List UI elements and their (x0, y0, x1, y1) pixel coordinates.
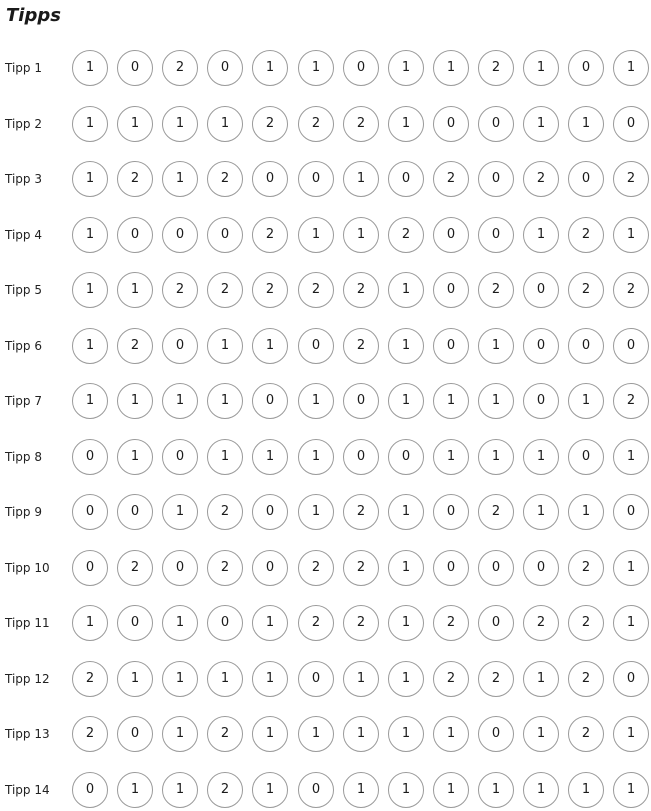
tipp-pick-circle[interactable]: 0 (162, 439, 198, 475)
tipp-pick-circle[interactable]: 2 (343, 328, 379, 364)
tipp-pick-circle[interactable]: 1 (388, 50, 424, 86)
tipp-pick-circle[interactable]: 0 (388, 161, 424, 197)
tipp-row-label: Tipp 8 (5, 450, 42, 464)
tipp-pick-circle[interactable]: 1 (207, 439, 243, 475)
tipp-row (0, 550, 651, 586)
tipp-pick-circle[interactable]: 1 (523, 661, 559, 697)
tipp-pick-circle[interactable]: 1 (252, 439, 288, 475)
tipp-pick-circle[interactable]: 1 (252, 50, 288, 86)
tipp-pick-circle[interactable]: 0 (298, 661, 334, 697)
tipp-row-label: Tipp 11 (5, 616, 50, 630)
tipp-pick-circle[interactable]: 0 (523, 272, 559, 308)
tipp-pick-circle[interactable]: 0 (207, 605, 243, 641)
tipp-pick-circle[interactable]: 0 (117, 605, 153, 641)
tipp-pick-circle[interactable]: 1 (613, 50, 649, 86)
tipp-pick-circle[interactable]: 1 (523, 217, 559, 253)
tipp-pick-circle[interactable]: 1 (72, 605, 108, 641)
tipp-pick-circle[interactable]: 1 (298, 439, 334, 475)
tipp-row (0, 772, 651, 808)
tipp-pick-circle[interactable]: 2 (568, 272, 604, 308)
tipp-pick-circle[interactable]: 0 (613, 106, 649, 142)
tipp-pick-circle[interactable]: 0 (162, 217, 198, 253)
tipp-pick-circle[interactable]: 1 (72, 328, 108, 364)
tipp-pick-circle[interactable]: 0 (72, 550, 108, 586)
tipp-pick-circle[interactable]: 0 (523, 328, 559, 364)
tipp-row-label: Tipp 13 (5, 727, 50, 741)
tipp-pick-circle[interactable]: 1 (117, 106, 153, 142)
tipp-row (0, 439, 651, 475)
tipp-row (0, 494, 651, 530)
tipp-pick-circle[interactable]: 1 (568, 494, 604, 530)
tipp-pick-circle[interactable]: 1 (207, 106, 243, 142)
tipp-pick-circle[interactable]: 1 (72, 161, 108, 197)
tipp-pick-circle[interactable]: 2 (207, 161, 243, 197)
tipp-pick-circle[interactable]: 1 (298, 217, 334, 253)
tipp-pick-circle[interactable]: 1 (162, 106, 198, 142)
tipp-row (0, 328, 651, 364)
tipp-pick-circle[interactable]: 2 (478, 494, 514, 530)
tipp-pick-circle[interactable]: 1 (613, 605, 649, 641)
tipp-pick-circle[interactable]: 2 (162, 50, 198, 86)
tipp-pick-circle[interactable]: 2 (343, 272, 379, 308)
tipp-pick-circle[interactable]: 0 (343, 439, 379, 475)
tipp-pick-circle[interactable]: 2 (252, 106, 288, 142)
tipp-pick-circle[interactable]: 1 (207, 328, 243, 364)
tipp-pick-circle[interactable]: 1 (72, 106, 108, 142)
tipp-pick-circle[interactable]: 1 (343, 772, 379, 808)
tipp-pick-circle[interactable]: 1 (388, 328, 424, 364)
tipp-row (0, 161, 651, 197)
tipp-pick-circle[interactable]: 2 (72, 661, 108, 697)
tipp-pick-circle[interactable]: 1 (523, 716, 559, 752)
tipp-pick-circle[interactable]: 1 (162, 494, 198, 530)
tipp-pick-circle[interactable]: 0 (252, 161, 288, 197)
tipp-row-label: Tipp 9 (5, 505, 42, 519)
tipp-pick-circle[interactable]: 0 (252, 494, 288, 530)
tipp-pick-circle[interactable]: 1 (388, 716, 424, 752)
tipp-pick-circle[interactable]: 0 (388, 439, 424, 475)
tipp-pick-circle[interactable]: 2 (298, 106, 334, 142)
tipp-pick-circle[interactable]: 0 (613, 328, 649, 364)
tipp-pick-circle[interactable]: 0 (117, 716, 153, 752)
tipp-pick-circle[interactable]: 1 (388, 605, 424, 641)
tipp-pick-circle[interactable]: 1 (478, 772, 514, 808)
tipp-pick-circle[interactable]: 0 (568, 50, 604, 86)
tipp-pick-circle[interactable]: 1 (117, 439, 153, 475)
tipp-pick-circle[interactable]: 2 (207, 716, 243, 752)
tipp-pick-circle[interactable]: 2 (207, 550, 243, 586)
tipp-pick-circle[interactable]: 2 (298, 550, 334, 586)
tipp-pick-circle[interactable]: 2 (568, 550, 604, 586)
tipp-pick-circle[interactable]: 0 (162, 550, 198, 586)
tipp-pick-circle[interactable]: 1 (162, 161, 198, 197)
tipp-pick-circle[interactable]: 1 (478, 328, 514, 364)
tipp-pick-circle[interactable]: 1 (613, 772, 649, 808)
tipp-row (0, 716, 651, 752)
tipp-pick-circle[interactable]: 1 (343, 217, 379, 253)
tipp-pick-circle[interactable]: 0 (613, 494, 649, 530)
tipp-row-label: Tipp 6 (5, 339, 42, 353)
tipp-pick-circle[interactable]: 0 (117, 217, 153, 253)
tipp-pick-circle[interactable]: 1 (72, 217, 108, 253)
tipp-row-label: Tipp 1 (5, 61, 42, 75)
tipp-pick-circle[interactable]: 0 (523, 550, 559, 586)
tipp-pick-circle[interactable]: 2 (433, 605, 469, 641)
tipp-pick-circle[interactable]: 1 (72, 50, 108, 86)
tipp-pick-circle[interactable]: 1 (568, 772, 604, 808)
tipp-pick-circle[interactable]: 0 (433, 217, 469, 253)
tipp-pick-circle[interactable]: 2 (478, 661, 514, 697)
tipp-pick-circle[interactable]: 1 (613, 439, 649, 475)
tipp-pick-circle[interactable]: 1 (207, 383, 243, 419)
tipp-pick-circle[interactable]: 0 (207, 50, 243, 86)
tipp-pick-circle[interactable]: 0 (568, 439, 604, 475)
tipp-pick-circle[interactable]: 1 (162, 383, 198, 419)
tipp-pick-circle[interactable]: 2 (343, 106, 379, 142)
tipp-pick-circle[interactable]: 2 (252, 272, 288, 308)
tipp-pick-circle[interactable]: 1 (388, 661, 424, 697)
tipp-pick-circle[interactable]: 0 (298, 161, 334, 197)
tipp-row-label: Tipp 5 (5, 283, 42, 297)
tipp-pick-circle[interactable]: 1 (433, 439, 469, 475)
tipp-row-label: Tipp 10 (5, 561, 50, 575)
tipp-pick-circle[interactable]: 1 (343, 716, 379, 752)
tipp-pick-circle[interactable]: 2 (117, 328, 153, 364)
tipp-pick-circle[interactable]: 2 (298, 272, 334, 308)
tipp-pick-circle[interactable]: 0 (117, 50, 153, 86)
tipp-pick-circle[interactable]: 1 (252, 605, 288, 641)
tipp-pick-circle[interactable]: 2 (343, 605, 379, 641)
tipp-row-label: Tipp 4 (5, 228, 42, 242)
tipp-pick-circle[interactable]: 1 (523, 50, 559, 86)
tipp-pick-circle[interactable]: 0 (343, 383, 379, 419)
tipp-row (0, 50, 651, 86)
tipp-row (0, 605, 651, 641)
tipp-pick-circle[interactable]: 2 (568, 716, 604, 752)
tipp-pick-circle[interactable]: 1 (343, 161, 379, 197)
tipp-pick-circle[interactable]: 1 (388, 550, 424, 586)
page-title: Tipps (6, 5, 61, 26)
tipp-pick-circle[interactable]: 1 (478, 439, 514, 475)
tipp-pick-circle[interactable]: 0 (478, 106, 514, 142)
tipp-pick-circle[interactable]: 0 (478, 550, 514, 586)
tipp-pick-circle[interactable]: 2 (207, 772, 243, 808)
tipp-row (0, 272, 651, 308)
tipp-pick-circle[interactable]: 2 (388, 217, 424, 253)
tipp-row-label: Tipp 2 (5, 117, 42, 131)
tipp-pick-circle[interactable]: 1 (523, 494, 559, 530)
tipp-pick-circle[interactable]: 2 (343, 550, 379, 586)
tipp-pick-circle[interactable]: 1 (162, 772, 198, 808)
tipp-row (0, 106, 651, 142)
tipp-pick-circle[interactable]: 1 (523, 106, 559, 142)
tipp-pick-circle[interactable]: 0 (568, 328, 604, 364)
tipp-pick-circle[interactable]: 0 (433, 550, 469, 586)
tipp-pick-circle[interactable]: 1 (433, 772, 469, 808)
tipp-pick-circle[interactable]: 0 (523, 383, 559, 419)
tipp-pick-circle[interactable]: 1 (298, 494, 334, 530)
tipp-pick-circle[interactable]: 0 (298, 772, 334, 808)
tipp-pick-circle[interactable]: 0 (478, 217, 514, 253)
tipp-pick-circle[interactable]: 0 (298, 328, 334, 364)
tipp-row-label: Tipp 3 (5, 172, 42, 186)
tipp-pick-circle[interactable]: 0 (478, 716, 514, 752)
tipp-pick-circle[interactable]: 1 (523, 439, 559, 475)
tipp-pick-circle[interactable]: 1 (252, 772, 288, 808)
tipp-pick-circle[interactable]: 1 (162, 661, 198, 697)
tipp-pick-circle[interactable]: 1 (613, 550, 649, 586)
tipp-pick-circle[interactable]: 2 (613, 161, 649, 197)
tipp-pick-circle[interactable]: 2 (568, 661, 604, 697)
tipp-pick-circle[interactable]: 1 (252, 716, 288, 752)
tipp-pick-circle[interactable]: 1 (388, 106, 424, 142)
tipp-pick-circle[interactable]: 0 (117, 494, 153, 530)
tipp-pick-circle[interactable]: 0 (613, 661, 649, 697)
tipp-pick-circle[interactable]: 0 (72, 494, 108, 530)
tipp-pick-circle[interactable]: 1 (162, 605, 198, 641)
tipp-pick-circle[interactable]: 1 (388, 383, 424, 419)
tipp-pick-circle[interactable]: 1 (117, 272, 153, 308)
tipp-pick-circle[interactable]: 0 (207, 217, 243, 253)
tipp-pick-circle[interactable]: 1 (343, 661, 379, 697)
tipp-pick-circle[interactable]: 1 (388, 772, 424, 808)
tipp-pick-circle[interactable]: 1 (568, 106, 604, 142)
tipp-pick-circle[interactable]: 2 (207, 494, 243, 530)
tipp-pick-circle[interactable]: 0 (162, 328, 198, 364)
tipp-pick-circle[interactable]: 0 (433, 494, 469, 530)
tipp-pick-circle[interactable]: 1 (298, 383, 334, 419)
tipp-pick-circle[interactable]: 0 (433, 106, 469, 142)
tipp-row-label: Tipp 7 (5, 394, 42, 408)
tipp-pick-circle[interactable]: 1 (388, 494, 424, 530)
tipp-pick-circle[interactable]: 1 (72, 383, 108, 419)
tipp-pick-circle[interactable]: 1 (433, 716, 469, 752)
tipp-pick-circle[interactable]: 0 (72, 439, 108, 475)
tipp-pick-circle[interactable]: 1 (298, 716, 334, 752)
tipp-row (0, 217, 651, 253)
tipp-pick-circle[interactable]: 1 (117, 383, 153, 419)
tipp-pick-circle[interactable]: 2 (523, 605, 559, 641)
tipp-pick-circle[interactable]: 1 (433, 50, 469, 86)
tipp-pick-circle[interactable]: 1 (433, 383, 469, 419)
tipp-pick-circle[interactable]: 2 (568, 605, 604, 641)
tipp-pick-circle[interactable]: 1 (613, 217, 649, 253)
tipp-pick-circle[interactable]: 2 (252, 217, 288, 253)
tipp-pick-circle[interactable]: 2 (72, 716, 108, 752)
tipp-pick-circle[interactable]: 0 (433, 328, 469, 364)
tipp-pick-circle[interactable]: 1 (568, 383, 604, 419)
tipp-row (0, 383, 651, 419)
tipp-pick-circle[interactable]: 0 (252, 383, 288, 419)
tipp-pick-circle[interactable]: 1 (252, 328, 288, 364)
tipp-pick-circle[interactable]: 2 (207, 272, 243, 308)
tipp-pick-circle[interactable]: 2 (162, 272, 198, 308)
tipp-pick-circle[interactable]: 1 (117, 661, 153, 697)
tipp-pick-circle[interactable]: 2 (433, 661, 469, 697)
tipp-row-label: Tipp 12 (5, 672, 50, 686)
tipp-pick-circle[interactable]: 1 (162, 716, 198, 752)
tipp-pick-circle[interactable]: 2 (433, 161, 469, 197)
tipp-pick-circle[interactable]: 2 (613, 272, 649, 308)
tipp-pick-circle[interactable]: 2 (117, 550, 153, 586)
tipp-row-label: Tipp 14 (5, 783, 50, 797)
tipp-pick-circle[interactable]: 0 (478, 161, 514, 197)
tipp-pick-circle[interactable]: 1 (117, 772, 153, 808)
tipp-pick-circle[interactable]: 2 (568, 217, 604, 253)
tipp-pick-circle[interactable]: 2 (343, 494, 379, 530)
tipp-pick-circle[interactable]: 1 (388, 272, 424, 308)
tipp-pick-circle[interactable]: 1 (298, 50, 334, 86)
tipp-pick-circle[interactable]: 0 (478, 605, 514, 641)
tipp-pick-circle[interactable]: 1 (72, 272, 108, 308)
tipp-pick-circle[interactable]: 0 (568, 161, 604, 197)
tipp-pick-circle[interactable]: 1 (523, 772, 559, 808)
tipp-pick-circle[interactable]: 2 (117, 161, 153, 197)
tipp-pick-circle[interactable]: 0 (433, 272, 469, 308)
tipp-pick-circle[interactable]: 2 (523, 161, 559, 197)
tipp-pick-circle[interactable]: 1 (478, 383, 514, 419)
tipp-pick-circle[interactable]: 1 (252, 661, 288, 697)
tipp-pick-circle[interactable]: 0 (72, 772, 108, 808)
tipp-pick-circle[interactable]: 0 (343, 50, 379, 86)
tipp-pick-circle[interactable]: 2 (613, 383, 649, 419)
tipp-pick-circle[interactable]: 1 (207, 661, 243, 697)
tipp-row (0, 661, 651, 697)
tipp-pick-circle[interactable]: 2 (298, 605, 334, 641)
tipp-pick-circle[interactable]: 2 (478, 50, 514, 86)
tipp-pick-circle[interactable]: 1 (613, 716, 649, 752)
tipp-pick-circle[interactable]: 0 (252, 550, 288, 586)
tipp-pick-circle[interactable]: 2 (478, 272, 514, 308)
